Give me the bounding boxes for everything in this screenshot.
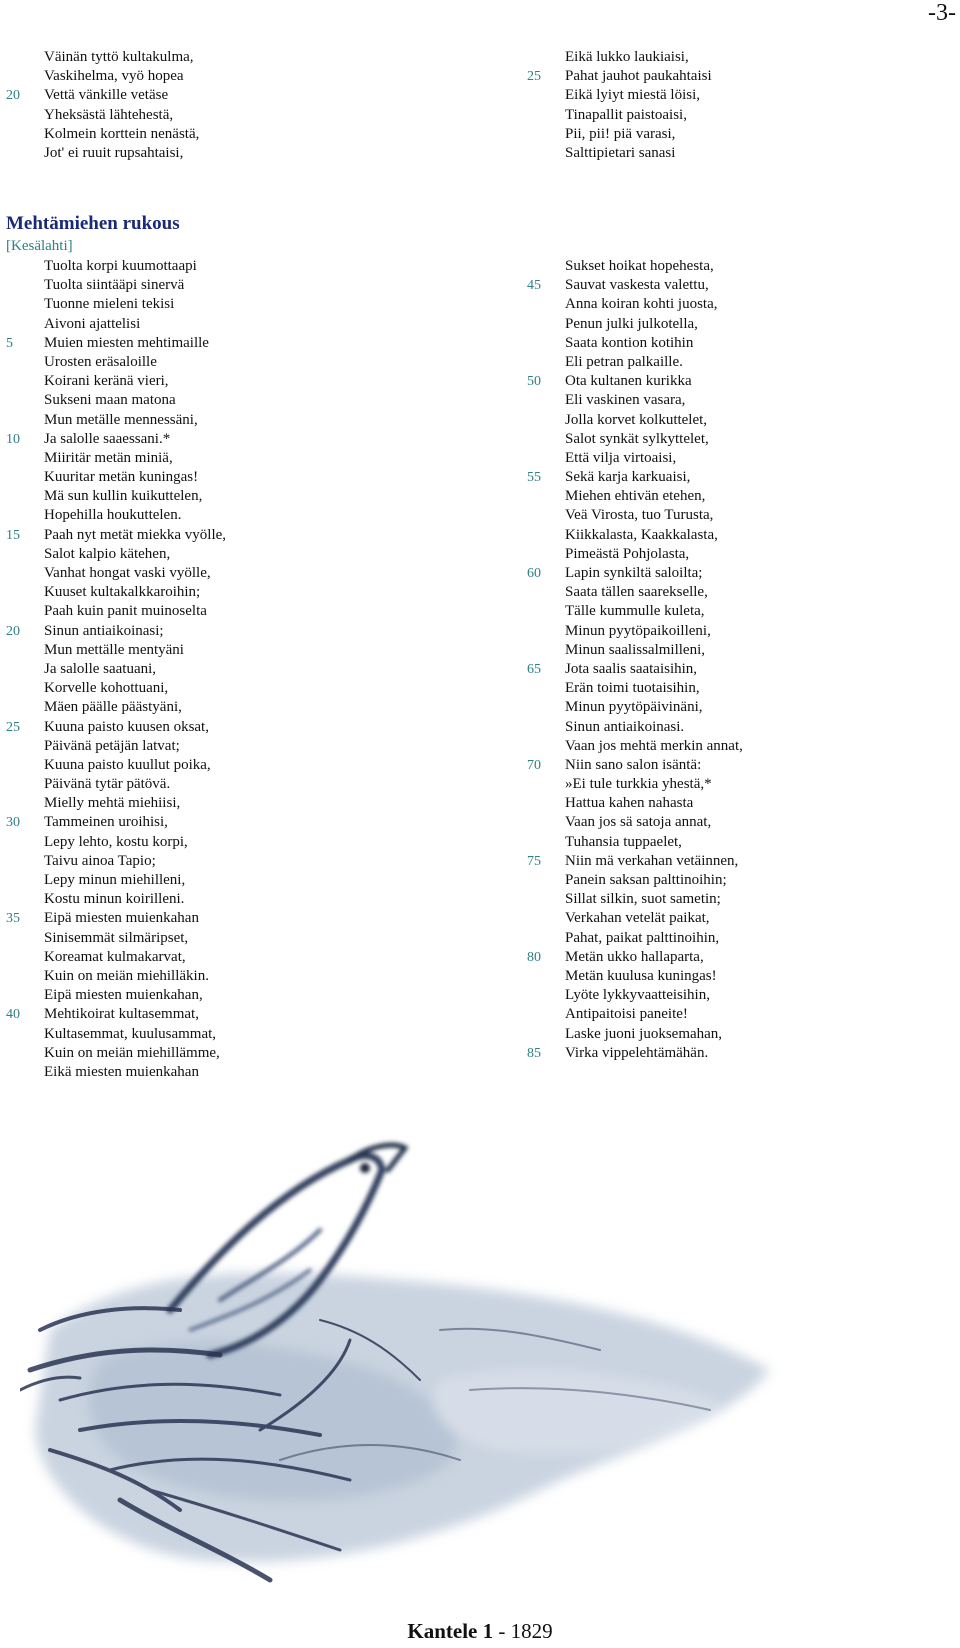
verse-text: Saata kontion kotihin xyxy=(565,334,694,351)
verse-text: Panein saksan palttinoihin; xyxy=(565,872,727,888)
verse-text: Saata tällen saarekselle, xyxy=(565,584,708,601)
verse-text: Eikä lukko laukiaisi, xyxy=(565,49,689,65)
verse-text: Jota saalis saataisihin, xyxy=(565,660,698,677)
verse-text: Anna koiran kohti juosta, xyxy=(565,296,718,313)
verse-text: Eipä miesten muienkahan xyxy=(44,910,199,927)
verse-text: Niin mä verkahan vetäinnen, xyxy=(565,852,739,869)
verse-text: Sauvat vaskesta valettu, xyxy=(565,277,709,294)
verse-text: Sinisemmät silmäripset, xyxy=(44,929,189,946)
verse-text: Hopehilla houkuttelen. xyxy=(44,507,182,524)
verse-text: Tinapallit paistoaisi, xyxy=(565,106,687,123)
verse-text: Kultasemmat, kuulusammat, xyxy=(44,1025,217,1042)
footer-separator: - xyxy=(498,1619,506,1643)
verse-text: »Ei tule turkkia yhestä,* xyxy=(565,776,712,793)
verse-text: Tälle kummulle kuleta, xyxy=(565,603,705,620)
line-number: 50 xyxy=(527,374,541,390)
poem-title: Mehtämiehen rukous xyxy=(6,213,180,234)
verse-text: Minun pyytöpäivinäni, xyxy=(565,699,703,716)
verse-text: Pii, pii! piä varasi, xyxy=(565,125,676,142)
verse-text: Minun pyytöpaikoilleni, xyxy=(565,622,711,639)
verse-text: Pimeästä Pohjolasta, xyxy=(565,545,690,562)
footer-year: 1829 xyxy=(510,1619,553,1643)
line-number: 5 xyxy=(6,335,13,351)
verse-text: Koreamat kulmakarvat, xyxy=(44,948,186,965)
verse-text: Väinän tyttö kultakulma, xyxy=(44,49,194,65)
line-number: 45 xyxy=(527,278,541,294)
verse-text: Sinun antiaikoinasi; xyxy=(44,622,164,639)
line-number: 60 xyxy=(527,566,541,581)
verse-text: Sinun antiaikoinasi. xyxy=(565,718,685,735)
verse-text: Sukset hoikat hopehesta, xyxy=(565,258,714,274)
verse-text: Päivänä petäjän latvat; xyxy=(44,737,180,754)
verse-text: Metän ukko hallaparta, xyxy=(565,948,704,965)
verse-text: Kuuna paisto kuusen oksat, xyxy=(44,718,209,735)
verse-text: Kiikkalasta, Kaakkalasta, xyxy=(565,526,718,543)
verse-text: Lepy lehto, kostu korpi, xyxy=(44,833,188,850)
verse-text: Miehen ehtivän etehen, xyxy=(565,488,706,505)
verse-text: Miiritär metän miniä, xyxy=(44,449,173,466)
verse-text: Paah kuin panit muinoselta xyxy=(44,603,207,620)
verse-text: Yheksästä lähtehestä, xyxy=(44,106,174,123)
verse-text: Laske juoni juoksemahan, xyxy=(565,1025,723,1042)
verse-text: Vaskihelma, vyö hopea xyxy=(44,68,184,85)
line-number: 70 xyxy=(527,757,541,773)
verse-text: Urosten eräsaloille xyxy=(44,353,157,370)
verse-text: Mielly mehtä miehiisi, xyxy=(44,795,181,812)
verse-text: Mäen päälle päästyäni, xyxy=(44,699,182,716)
verse-text: Ota kultanen kurikka xyxy=(565,373,692,390)
verse-text: Vaan jos sä satoja annat, xyxy=(565,814,712,831)
verse-text: Kostu minun koirilleni. xyxy=(44,891,185,908)
line-number: 40 xyxy=(6,1007,20,1023)
verse-text: Veä Virosta, tuo Turusta, xyxy=(565,507,714,524)
line-number: 10 xyxy=(6,431,20,447)
verse-text: Verkahan vetelät paikat, xyxy=(565,910,710,927)
verse-text: Sillat silkin, suot sametin; xyxy=(565,891,721,908)
verse-text: Vettä vänkille vetäse xyxy=(44,87,169,104)
verse-text: Eli petran palkaille. xyxy=(565,353,683,370)
verse-text: Vanhat hongat vaski vyölle, xyxy=(44,565,211,581)
line-number: 20 xyxy=(6,623,20,639)
verse-text: Mehtikoirat kultasemmat, xyxy=(44,1006,199,1023)
verse-text: Penun julki julkotella, xyxy=(565,315,698,332)
verse-text: Vaan jos mehtä merkin annat, xyxy=(565,737,743,754)
verse-text: Ja salolle saaessani.* xyxy=(44,430,171,447)
verse-text: Että vilja virtoaisi, xyxy=(565,449,677,466)
line-number: 35 xyxy=(6,911,20,927)
line-number: 75 xyxy=(527,853,541,869)
line-number: 15 xyxy=(6,527,20,543)
verse-text: Taivu ainoa Tapio; xyxy=(44,852,156,869)
verse-text: Kuuritar metän kuningas! xyxy=(44,469,199,486)
verse-text: Lepy minun miehilleni, xyxy=(44,872,186,888)
verse-text: Paah nyt metät miekka vyölle, xyxy=(44,526,227,543)
blue-wash xyxy=(35,1273,770,1562)
verse-text: Salot kalpio kätehen, xyxy=(44,545,171,562)
bird-ink-illustration xyxy=(20,1130,790,1600)
verse-text: Lyöte lykkyvaatteisihin, xyxy=(565,987,710,1004)
page-number: -3- xyxy=(928,0,956,26)
verse-text: Koirani keränä vieri, xyxy=(44,373,169,390)
verse-text: Aivoni ajattelisi xyxy=(44,315,141,332)
verse-text: Jot' ei ruuit rupsahtaisi, xyxy=(44,144,184,161)
page-footer xyxy=(0,1618,960,1644)
verse-text: Mun mettälle mentyäni xyxy=(44,641,184,658)
verse-text: Pahat, paikat palttinoihin, xyxy=(565,929,720,946)
verse-text: Tuonne mieleni tekisi xyxy=(44,296,175,313)
verse-text: Kuuna paisto kuullut poika, xyxy=(44,756,211,773)
verse-text: Tuolta korpi kuumottaapi xyxy=(44,258,197,274)
verse-text: Hattua kahen nahasta xyxy=(565,795,694,812)
verse-text: Erän toimi tuotaisihin, xyxy=(565,680,700,697)
line-number: 25 xyxy=(527,69,541,85)
footer-title: Kantele 1 xyxy=(407,1619,494,1643)
verse-text: Ja salolle saatuani, xyxy=(44,660,157,677)
verse-text: Niin sano salon isäntä: xyxy=(565,756,702,773)
line-number: 65 xyxy=(527,661,541,677)
verse-text: Eli vaskinen vasara, xyxy=(565,392,686,409)
verse-text: Kuin on meiän miehilläkin. xyxy=(44,967,209,984)
line-number: 85 xyxy=(527,1045,541,1061)
verse-text: Kolmein korttein nenästä, xyxy=(44,125,200,142)
verse-text: Kuuset kultakalkkaroihin; xyxy=(44,584,201,601)
verse-text: Tammeinen uroihisi, xyxy=(44,814,168,831)
verse-text: Päivänä tytär pätövä. xyxy=(44,776,171,793)
verse-text: Lapin synkiltä saloilta; xyxy=(565,565,703,581)
line-number: 25 xyxy=(6,719,20,735)
poem-origin: [Kesälahti] xyxy=(6,238,73,254)
verse-text: Tuhansia tuppaelet, xyxy=(565,833,682,850)
line-number: 20 xyxy=(6,88,20,104)
verse-text: Salot synkät sylkyttelet, xyxy=(565,430,709,447)
verse-text: Muien miesten mehtimaille xyxy=(44,334,209,351)
verse-text: Eikä miesten muienkahan xyxy=(44,1063,199,1080)
verse-text: Sekä karja karkuaisi, xyxy=(565,469,691,486)
verse-text: Mä sun kullin kuikuttelen, xyxy=(44,488,203,505)
verse-text: Antipaitoisi paneite! xyxy=(565,1006,688,1023)
verse-text: Kuin on meiän miehillämme, xyxy=(44,1044,220,1061)
verse-text: Eipä miesten muienkahan, xyxy=(44,987,203,1004)
verse-text: Pahat jauhot paukahtaisi xyxy=(565,68,712,85)
verse-text: Tuolta siintääpi sinervä xyxy=(44,277,185,294)
verse-text: Korvelle kohottuani, xyxy=(44,680,169,697)
verse-text: Sukseni maan matona xyxy=(44,392,176,409)
verse-text: Minun saalissalmilleni, xyxy=(565,641,705,658)
line-number: 30 xyxy=(6,815,20,831)
verse-text: Salttipietari sanasi xyxy=(565,144,676,161)
verse-text: Jolla korvet kolkuttelet, xyxy=(565,411,708,428)
verse-text: Eikä lyiyt miestä löisi, xyxy=(565,87,700,104)
line-number: 80 xyxy=(527,949,541,965)
verse-text: Virka vippelehtämähän. xyxy=(565,1044,709,1061)
line-number: 55 xyxy=(527,470,541,486)
verse-text: Metän kuulusa kuningas! xyxy=(565,967,717,984)
verse-text: Mun metälle mennessäni, xyxy=(44,411,198,428)
